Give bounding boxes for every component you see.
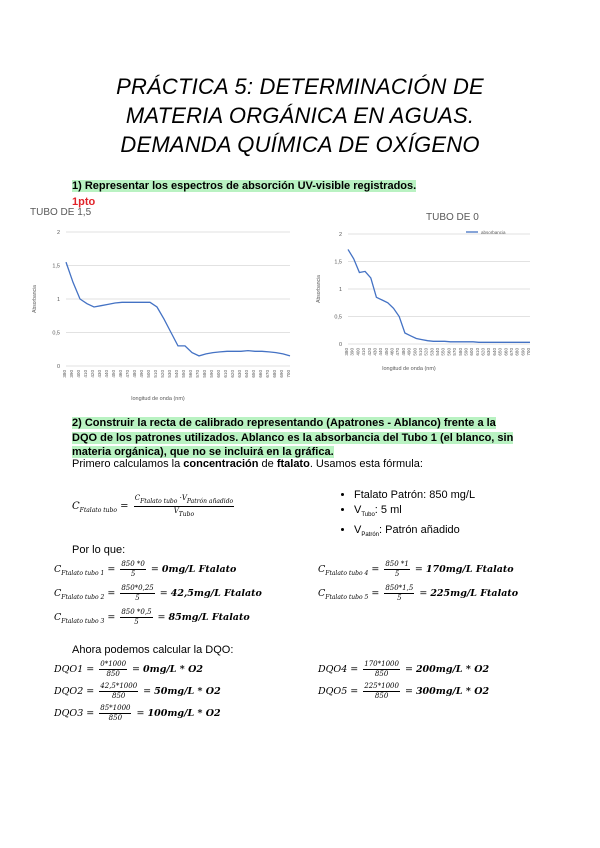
x-tick-label: 450 <box>111 370 116 378</box>
x-tick-label: 530 <box>429 348 435 356</box>
list-item: • Ftalato Patrón: 850 mg/L <box>354 488 475 503</box>
x-tick-label: 410 <box>361 348 367 356</box>
x-tick-label: 680 <box>272 370 277 378</box>
x-tick-label: 560 <box>446 348 452 356</box>
chart-tubo-0 <box>312 222 544 374</box>
x-tick-label: 460 <box>118 370 123 378</box>
y-tick-label: 0 <box>56 364 60 370</box>
x-tick-label: 640 <box>244 370 249 378</box>
x-tick-label: 470 <box>125 370 130 378</box>
title-line: DEMANDA QUÍMICA DE OXÍGENO <box>120 132 480 157</box>
question-1-points: 1pto <box>72 196 96 208</box>
x-tick-label: 420 <box>366 348 372 356</box>
y-tick-label: 1,5 <box>52 263 60 270</box>
por-lo-que-label: Por lo que: <box>72 544 126 556</box>
x-tick-label: 520 <box>423 348 429 356</box>
x-tick-label: 660 <box>258 370 263 378</box>
concentration-formula: $C_{Ftalato tubo}$ = $\frac{\text{CFtalato tubo ·VPatrón añadido}}{\text{VTubo}}$ <box>72 494 234 518</box>
conc-equation-4: $C_{Ftalato tubo 4}$ = $\frac{850 *1}{5}$ = 170mg/L Ftalato <box>318 560 514 578</box>
title-line: MATERIA ORGÁNICA EN AGUAS. <box>125 103 475 128</box>
y-tick-label: 0 <box>338 342 342 348</box>
y-tick-label: 1 <box>56 297 60 303</box>
chart-2-title: TUBO DE 0 <box>426 212 479 223</box>
x-tick-label: 610 <box>223 370 228 378</box>
x-tick-label: 530 <box>167 370 172 378</box>
x-tick-label: 660 <box>503 348 509 356</box>
x-tick-label: 570 <box>195 370 200 378</box>
x-tick-label: 490 <box>406 348 412 356</box>
legend-label: absorbancia <box>481 230 506 235</box>
x-tick-label: 650 <box>251 370 256 378</box>
x-tick-label: 400 <box>76 370 81 378</box>
x-tick-label: 700 <box>526 348 531 356</box>
x-tick-label: 690 <box>279 370 284 378</box>
x-tick-label: 640 <box>491 348 497 356</box>
conc-equation-1: $C_{Ftalato tubo 1}$ = $\frac{850 *0}{5}$ = 0mg/L Ftalato <box>54 560 237 578</box>
x-axis-label: longitud de onda (nm) <box>131 396 185 402</box>
dqo-equation-3: DQO3 = $\frac{85*1000}{850}$ = 100mg/L * O2 <box>54 704 221 722</box>
x-tick-label: 590 <box>463 348 469 356</box>
x-tick-label: 650 <box>497 348 503 356</box>
x-tick-label: 550 <box>440 348 446 356</box>
conc-equation-2: $C_{Ftalato tubo 2}$ = $\frac{850*0,25}{5}$ = 42,5mg/L Ftalato <box>54 584 262 602</box>
series-line <box>348 249 530 342</box>
x-tick-label: 410 <box>83 370 88 378</box>
dqo-equation-1: DQO1 = $\frac{0*1000}{850}$ = 0mg/L * O2 <box>54 660 203 678</box>
x-tick-label: 490 <box>139 370 144 378</box>
x-tick-label: 540 <box>435 348 440 356</box>
variables-list <box>340 488 475 543</box>
x-tick-label: 470 <box>395 348 401 356</box>
y-tick-label: 1,5 <box>334 259 342 266</box>
x-tick-label: 610 <box>474 348 480 356</box>
x-tick-label: 570 <box>452 348 458 356</box>
x-tick-label: 480 <box>132 370 137 378</box>
x-tick-label: 480 <box>400 348 406 356</box>
y-tick-label: 1 <box>338 287 342 293</box>
x-tick-label: 670 <box>265 370 270 378</box>
x-tick-label: 630 <box>486 348 492 356</box>
chart-1-title: TUBO DE 1,5 <box>30 207 92 218</box>
y-tick-label: 2 <box>56 230 60 236</box>
list-item: • $V_{Patrón}$: Patrón añadido <box>354 523 475 543</box>
x-axis-label: longitud de onda (nm) <box>382 366 436 372</box>
x-tick-label: 500 <box>412 348 418 356</box>
page-title <box>0 72 600 159</box>
ahora-label: Ahora podemos calcular la DQO: <box>72 644 234 656</box>
x-tick-label: 680 <box>514 348 520 356</box>
x-tick-label: 700 <box>286 370 291 378</box>
x-tick-label: 420 <box>90 370 95 378</box>
y-axis-label: Absorbancia <box>316 275 322 303</box>
x-tick-label: 510 <box>153 370 158 378</box>
x-tick-label: 630 <box>237 370 242 378</box>
question-2-line: 2) Construir la recta de calibrado representando (Apatrones - Ablanco) frente a la <box>72 417 496 429</box>
x-tick-label: 580 <box>457 348 463 356</box>
x-tick-label: 580 <box>202 370 207 378</box>
x-tick-label: 520 <box>160 370 165 378</box>
x-tick-label: 430 <box>372 348 378 356</box>
question-2 <box>72 416 542 460</box>
question-2-line: DQO de los patrones utilizados. Ablanco es la absorbancia del Tubo 1 (el blanco, sin <box>72 431 514 444</box>
question-2-line: materia orgánica), que no se incluirá en la gráfica. <box>72 446 334 458</box>
conc-equation-3: $C_{Ftalato tubo 3}$ = $\frac{850 *0,5}{5}$ = 85mg/L Ftalato <box>54 608 250 626</box>
x-tick-label: 380 <box>62 370 67 378</box>
x-tick-label: 690 <box>520 348 526 356</box>
y-tick-label: 2 <box>338 232 342 238</box>
x-tick-label: 380 <box>344 348 349 356</box>
series-line <box>66 262 290 356</box>
x-tick-label: 500 <box>146 370 151 378</box>
dqo-equation-4: DQO4 = $\frac{170*1000}{850}$ = 200mg/L * O2 <box>318 660 490 678</box>
x-tick-label: 540 <box>174 370 179 378</box>
x-tick-label: 600 <box>216 370 221 378</box>
x-tick-label: 550 <box>181 370 186 378</box>
y-axis-label: Absorbancia <box>32 285 38 313</box>
question-1: 1) Representar los espectros de absorción UV-visible registrados. <box>72 180 417 192</box>
x-tick-label: 390 <box>349 348 355 356</box>
x-tick-label: 620 <box>480 348 486 356</box>
chart-tubo-1-5 <box>28 222 300 406</box>
x-tick-label: 560 <box>188 370 193 378</box>
y-tick-label: 0,5 <box>52 330 60 337</box>
conc-equation-5: $C_{Ftalato tubo 5}$ = $\frac{850*1,5}{5}$ = 225mg/L Ftalato <box>318 584 519 602</box>
dqo-equation-2: DQO2 = $\frac{42,5*1000}{850}$ = 50mg/L * O2 <box>54 682 221 700</box>
x-tick-label: 670 <box>508 348 514 356</box>
x-tick-label: 400 <box>355 348 361 356</box>
x-tick-label: 450 <box>383 348 389 356</box>
x-tick-label: 440 <box>378 348 384 356</box>
dqo-equation-5: DQO5 = $\frac{225*1000}{850}$ = 300mg/L * O2 <box>318 682 490 700</box>
x-tick-label: 460 <box>389 348 395 356</box>
x-tick-label: 600 <box>469 348 475 356</box>
x-tick-label: 390 <box>69 370 74 378</box>
formula-fraction: $\frac{\text{CFtalato tubo ·VPatrón añadido}}{\text{VTubo}}$ <box>134 494 234 518</box>
title-line: PRÁCTICA 5: DETERMINACIÓN DE <box>116 74 484 99</box>
x-tick-label: 510 <box>417 348 423 356</box>
list-item: • $V_{Tubo}$: 5 ml <box>354 503 475 523</box>
x-tick-label: 620 <box>230 370 235 378</box>
x-tick-label: 430 <box>97 370 102 378</box>
x-tick-label: 440 <box>104 370 109 378</box>
intro-text: Primero calculamos la concentración de ftalato. Usamos esta fórmula: <box>72 458 423 470</box>
y-tick-label: 0,5 <box>334 314 342 321</box>
x-tick-label: 590 <box>209 370 214 378</box>
